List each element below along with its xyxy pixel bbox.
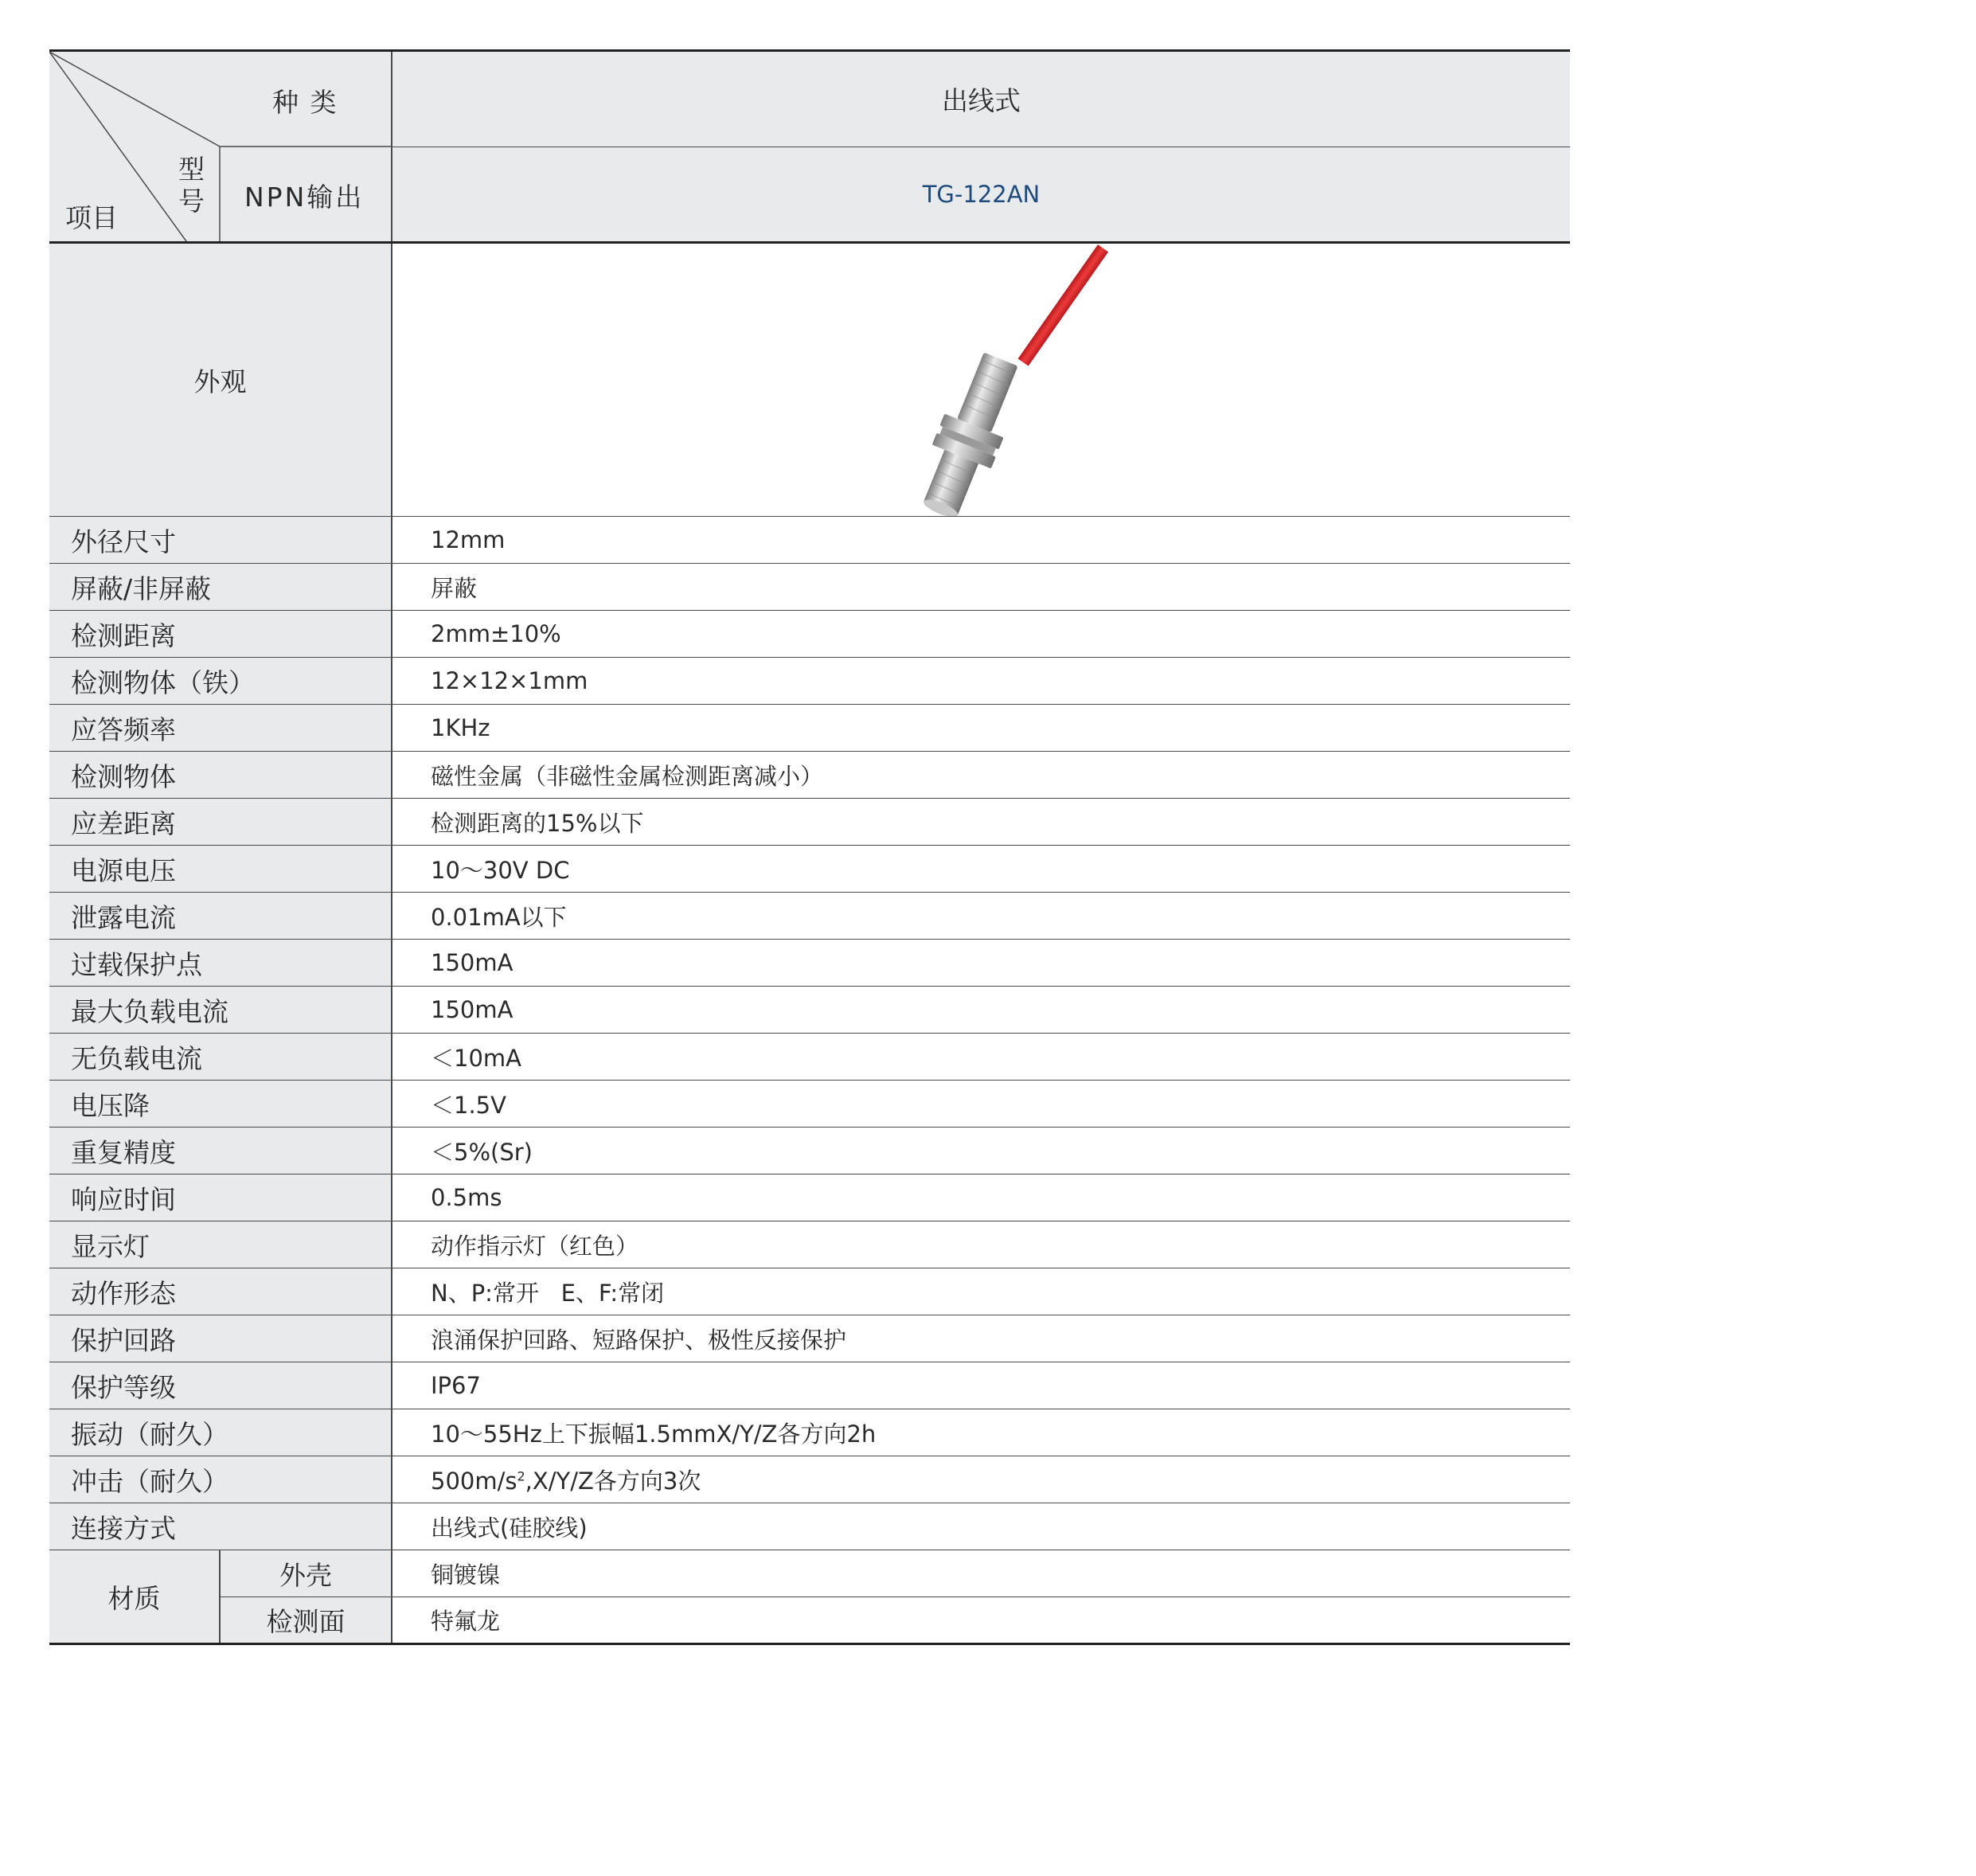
spec-label: 保护回路 (49, 1315, 392, 1362)
model-value: TG-122AN (392, 147, 1570, 243)
appearance-label: 外观 (49, 243, 392, 517)
spec-value: 2mm±10% (392, 611, 1570, 658)
material-row (49, 1550, 1570, 1597)
spec-row (49, 1268, 1570, 1315)
spec-row (49, 987, 1570, 1034)
spec-value: 150mA (392, 940, 1570, 987)
spec-value: N、P:常开 E、F:常闭 (392, 1268, 1570, 1315)
type-value: 出线式 (392, 51, 1570, 147)
spec-row (49, 517, 1570, 564)
shock-value-main: 500m/s (431, 1467, 517, 1495)
spec-value: ＜5%(Sr) (392, 1128, 1570, 1174)
spec-label: 过载保护点 (49, 940, 392, 987)
spec-row (49, 1503, 1570, 1550)
spec-label: 电源电压 (49, 846, 392, 893)
spec-value: 10～30V DC (392, 846, 1570, 893)
appearance-row (49, 243, 1570, 517)
header-row-type (49, 51, 1570, 147)
spec-label: 保护等级 (49, 1362, 392, 1409)
spec-value: ＜1.5V (392, 1081, 1570, 1128)
spec-label: 响应时间 (49, 1174, 392, 1221)
spec-label: 检测物体（铁） (49, 658, 392, 705)
spec-value: 浪涌保护回路、短路保护、极性反接保护 (392, 1315, 1570, 1362)
spec-row (49, 1456, 1570, 1503)
spec-row (49, 940, 1570, 987)
spec-row (49, 752, 1570, 799)
spec-row (49, 611, 1570, 658)
material-sub-label: 检测面 (220, 1597, 392, 1644)
spec-row (49, 846, 1570, 893)
item-header-label: 项目 (65, 202, 118, 233)
spec-value: 0.5ms (392, 1174, 1570, 1221)
spec-value: 12mm (392, 517, 1570, 564)
spec-value: 屏蔽 (392, 564, 1570, 611)
spec-row (49, 799, 1570, 846)
header-corner-cell (49, 51, 392, 243)
spec-value: 10～55Hz上下振幅1.5mmX/Y/Z各方向2h (392, 1409, 1570, 1456)
spec-value: 出线式(硅胶线) (392, 1503, 1570, 1550)
spec-row (49, 1034, 1570, 1081)
spec-label: 屏蔽/非屏蔽 (49, 564, 392, 611)
spec-label: 无负载电流 (49, 1034, 392, 1081)
spec-sheet (49, 49, 1570, 1645)
spec-label: 检测物体 (49, 752, 392, 799)
spec-table (49, 49, 1570, 1645)
spec-value: 检测距离的15%以下 (392, 799, 1570, 846)
spec-label: 最大负载电流 (49, 987, 392, 1034)
material-value: 铜镀镍 (392, 1550, 1570, 1597)
spec-label: 连接方式 (49, 1503, 392, 1550)
spec-label: 应差距离 (49, 799, 392, 846)
spec-value: 12×12×1mm (392, 658, 1570, 705)
appearance-image-cell (392, 243, 1570, 517)
spec-label: 应答频率 (49, 705, 392, 752)
material-value: 特氟龙 (392, 1597, 1570, 1644)
spec-row (49, 564, 1570, 611)
spec-label: 振动（耐久） (49, 1409, 392, 1456)
spec-value: 0.01mA以下 (392, 893, 1570, 940)
spec-row (49, 1221, 1570, 1268)
spec-label: 外径尺寸 (49, 517, 392, 564)
spec-row (49, 1174, 1570, 1221)
output-type-label: NPN输出 (244, 182, 365, 213)
spec-label: 动作形态 (49, 1268, 392, 1315)
spec-value: 磁性金属（非磁性金属检测距离减小） (392, 752, 1570, 799)
spec-value: 1KHz (392, 705, 1570, 752)
material-row (49, 1597, 1570, 1644)
spec-label: 电压降 (49, 1081, 392, 1128)
spec-row (49, 1362, 1570, 1409)
type-header-label: 种 类 (272, 87, 338, 118)
spec-row (49, 658, 1570, 705)
shock-value-tail: ,X/Y/Z各方向3次 (525, 1467, 701, 1495)
spec-row (49, 1081, 1570, 1128)
spec-row (49, 893, 1570, 940)
spec-value (392, 1456, 1570, 1503)
spec-row (49, 1315, 1570, 1362)
spec-row (49, 1409, 1570, 1456)
spec-value: 150mA (392, 987, 1570, 1034)
model-header-label: 型号 (178, 154, 205, 217)
spec-label: 显示灯 (49, 1221, 392, 1268)
material-sub-label: 外壳 (220, 1550, 392, 1597)
shock-value-sup: 2 (517, 1468, 525, 1483)
spec-row (49, 705, 1570, 752)
spec-value: 动作指示灯（红色） (392, 1221, 1570, 1268)
material-label: 材质 (49, 1550, 220, 1644)
spec-row (49, 1128, 1570, 1174)
sensor-with-red-cable-image (392, 244, 1571, 516)
spec-label: 检测距离 (49, 611, 392, 658)
spec-label: 泄露电流 (49, 893, 392, 940)
spec-value: IP67 (392, 1362, 1570, 1409)
spec-label: 冲击（耐久） (49, 1456, 392, 1503)
diagonal-header (49, 52, 392, 241)
spec-value: ＜10mA (392, 1034, 1570, 1081)
spec-label: 重复精度 (49, 1128, 392, 1174)
